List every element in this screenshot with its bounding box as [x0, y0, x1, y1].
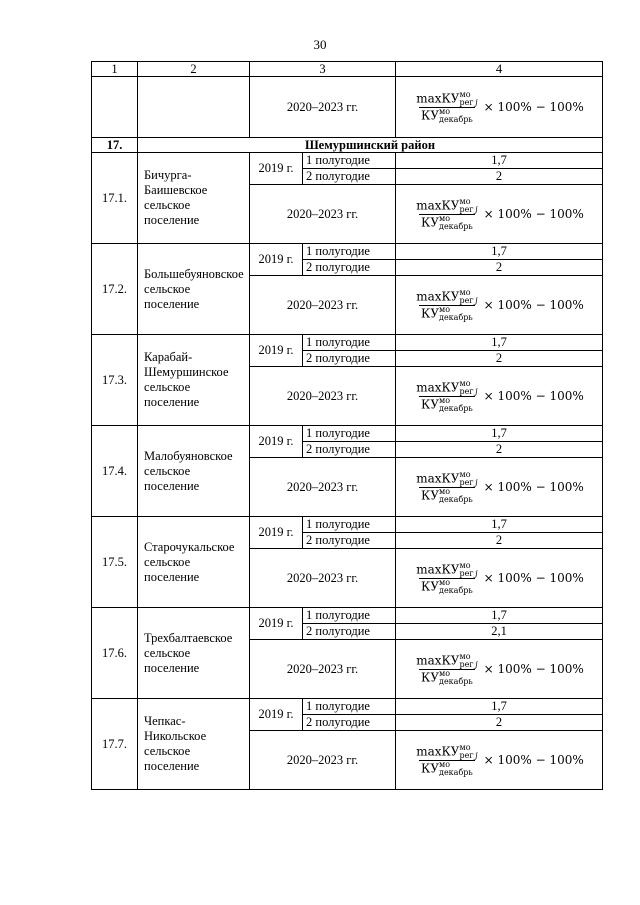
formula-denominator: КУ мо декабрь	[421, 213, 473, 231]
formula-fraction	[414, 380, 479, 413]
half-year-2-value: 2	[396, 169, 603, 185]
formula-denominator: КУ мо декабрь	[421, 395, 473, 413]
section-number: 17.	[92, 138, 138, 153]
half-year-2-value: 2	[396, 533, 603, 549]
formula-cell	[396, 77, 603, 138]
half-year-2-label: 2 полугодие	[303, 351, 396, 367]
table-row	[92, 608, 603, 624]
half-year-1-value: 1,7	[396, 335, 603, 351]
settlements-table	[91, 61, 603, 790]
settlement-name: Чепкас-Никольское сельское поселение	[138, 699, 250, 790]
formula-denominator: КУ мо декабрь	[421, 106, 473, 124]
half-year-1-value: 1,7	[396, 608, 603, 624]
period-label: 2020–2023 гг.	[250, 549, 396, 608]
row-number: 17.6.	[92, 608, 138, 699]
formula-tail: × 100% − 100%	[483, 662, 584, 676]
continuation-num-cell	[92, 77, 138, 138]
formula-tail: × 100% − 100%	[483, 571, 584, 585]
settlement-name: Малобуяновское сельское поселение	[138, 426, 250, 517]
period-label: 2020–2023 гг.	[250, 640, 396, 699]
settlement-name: Большебуяновское сельское поселение	[138, 244, 250, 335]
formula-cell	[396, 731, 603, 790]
formula-cell	[396, 276, 603, 335]
formula-fraction	[414, 653, 479, 686]
row-number: 17.1.	[92, 153, 138, 244]
formula-denominator: КУ мо декабрь	[421, 759, 473, 777]
formula-numerator: maxКУ мо рег j	[416, 651, 478, 669]
formula	[399, 653, 599, 686]
table-row	[92, 517, 603, 533]
half-year-2-label: 2 полугодие	[303, 169, 396, 185]
half-year-2-value: 2	[396, 351, 603, 367]
year-label: 2019 г.	[250, 153, 303, 185]
half-year-1-label: 1 полугодие	[303, 335, 396, 351]
half-year-1-label: 1 полугодие	[303, 699, 396, 715]
period-label: 2020–2023 гг.	[250, 185, 396, 244]
formula-denominator: КУ мо декабрь	[421, 486, 473, 504]
page-number: 30	[313, 37, 327, 52]
formula-tail: × 100% − 100%	[483, 207, 584, 221]
half-year-2-value: 2	[396, 442, 603, 458]
continuation-name-cell	[138, 77, 250, 138]
table-row	[92, 426, 603, 442]
continuation-row	[92, 77, 603, 138]
formula-fraction	[414, 562, 479, 595]
formula-denominator: КУ мо декабрь	[421, 577, 473, 595]
formula-numerator: maxКУ мо рег j	[416, 469, 478, 487]
header-col-1: 1	[92, 62, 138, 77]
formula-fraction	[414, 91, 479, 124]
formula-numerator: maxКУ мо рег j	[416, 287, 478, 305]
formula-cell	[396, 367, 603, 426]
half-year-1-value: 1,7	[396, 153, 603, 169]
period-label: 2020–2023 гг.	[250, 458, 396, 517]
half-year-1-label: 1 полугодие	[303, 153, 396, 169]
year-label: 2019 г.	[250, 335, 303, 367]
half-year-1-label: 1 полугодие	[303, 244, 396, 260]
formula-tail: × 100% − 100%	[483, 100, 584, 114]
table-row	[92, 244, 603, 260]
row-number: 17.7.	[92, 699, 138, 790]
formula-numerator: maxКУ мо рег j	[416, 378, 478, 396]
formula-fraction	[414, 198, 479, 231]
year-label: 2019 г.	[250, 699, 303, 731]
year-label: 2019 г.	[250, 426, 303, 458]
header-col-3: 3	[250, 62, 396, 77]
half-year-1-label: 1 полугодие	[303, 608, 396, 624]
formula-tail: × 100% − 100%	[483, 480, 584, 494]
formula-cell	[396, 185, 603, 244]
row-number: 17.2.	[92, 244, 138, 335]
half-year-1-value: 1,7	[396, 699, 603, 715]
row-number: 17.5.	[92, 517, 138, 608]
formula-numerator: maxКУ мо рег j	[416, 196, 478, 214]
header-col-4: 4	[396, 62, 603, 77]
table-row	[92, 335, 603, 351]
half-year-2-value: 2,1	[396, 624, 603, 640]
formula-fraction	[414, 471, 479, 504]
half-year-2-label: 2 полугодие	[303, 624, 396, 640]
formula-cell	[396, 640, 603, 699]
formula	[399, 744, 599, 777]
formula-tail: × 100% − 100%	[483, 753, 584, 767]
half-year-1-label: 1 полугодие	[303, 517, 396, 533]
formula-numerator: maxКУ мо рег j	[416, 560, 478, 578]
header-row	[92, 62, 603, 77]
half-year-1-value: 1,7	[396, 244, 603, 260]
row-number: 17.4.	[92, 426, 138, 517]
year-label: 2019 г.	[250, 244, 303, 276]
period-label: 2020–2023 гг.	[250, 731, 396, 790]
formula-numerator: maxКУ мо рег j	[416, 742, 478, 760]
formula	[399, 91, 599, 124]
table-row	[92, 699, 603, 715]
formula	[399, 198, 599, 231]
period-label: 2020–2023 гг.	[250, 367, 396, 426]
header-col-2: 2	[138, 62, 250, 77]
half-year-2-label: 2 полугодие	[303, 260, 396, 276]
year-label: 2019 г.	[250, 517, 303, 549]
settlement-name: Старочукальское сельское поселение	[138, 517, 250, 608]
table-row	[92, 153, 603, 169]
formula	[399, 380, 599, 413]
settlement-name: Трехбалтаевское сельское поселение	[138, 608, 250, 699]
half-year-2-label: 2 полугодие	[303, 442, 396, 458]
row-number: 17.3.	[92, 335, 138, 426]
section-title: Шемуршинский район	[138, 138, 603, 153]
section-row	[92, 138, 603, 153]
half-year-2-value: 2	[396, 715, 603, 731]
formula	[399, 289, 599, 322]
formula-cell	[396, 458, 603, 517]
formula	[399, 471, 599, 504]
formula	[399, 562, 599, 595]
formula-denominator: КУ мо декабрь	[421, 304, 473, 322]
period-label: 2020–2023 гг.	[250, 276, 396, 335]
half-year-2-value: 2	[396, 260, 603, 276]
settlement-name: Бичурга-Баишевское сельское поселение	[138, 153, 250, 244]
formula-tail: × 100% − 100%	[483, 298, 584, 312]
formula-numerator: maxКУ мо рег j	[416, 89, 478, 107]
half-year-1-value: 1,7	[396, 426, 603, 442]
formula-fraction	[414, 744, 479, 777]
formula-denominator: КУ мо декабрь	[421, 668, 473, 686]
year-label: 2019 г.	[250, 608, 303, 640]
formula-cell	[396, 549, 603, 608]
formula-fraction	[414, 289, 479, 322]
formula-tail: × 100% − 100%	[483, 389, 584, 403]
half-year-2-label: 2 полугодие	[303, 715, 396, 731]
period-label: 2020–2023 гг.	[250, 77, 396, 138]
half-year-1-value: 1,7	[396, 517, 603, 533]
half-year-2-label: 2 полугодие	[303, 533, 396, 549]
half-year-1-label: 1 полугодие	[303, 426, 396, 442]
settlement-name: Карабай-Шемуршинское сельское поселение	[138, 335, 250, 426]
